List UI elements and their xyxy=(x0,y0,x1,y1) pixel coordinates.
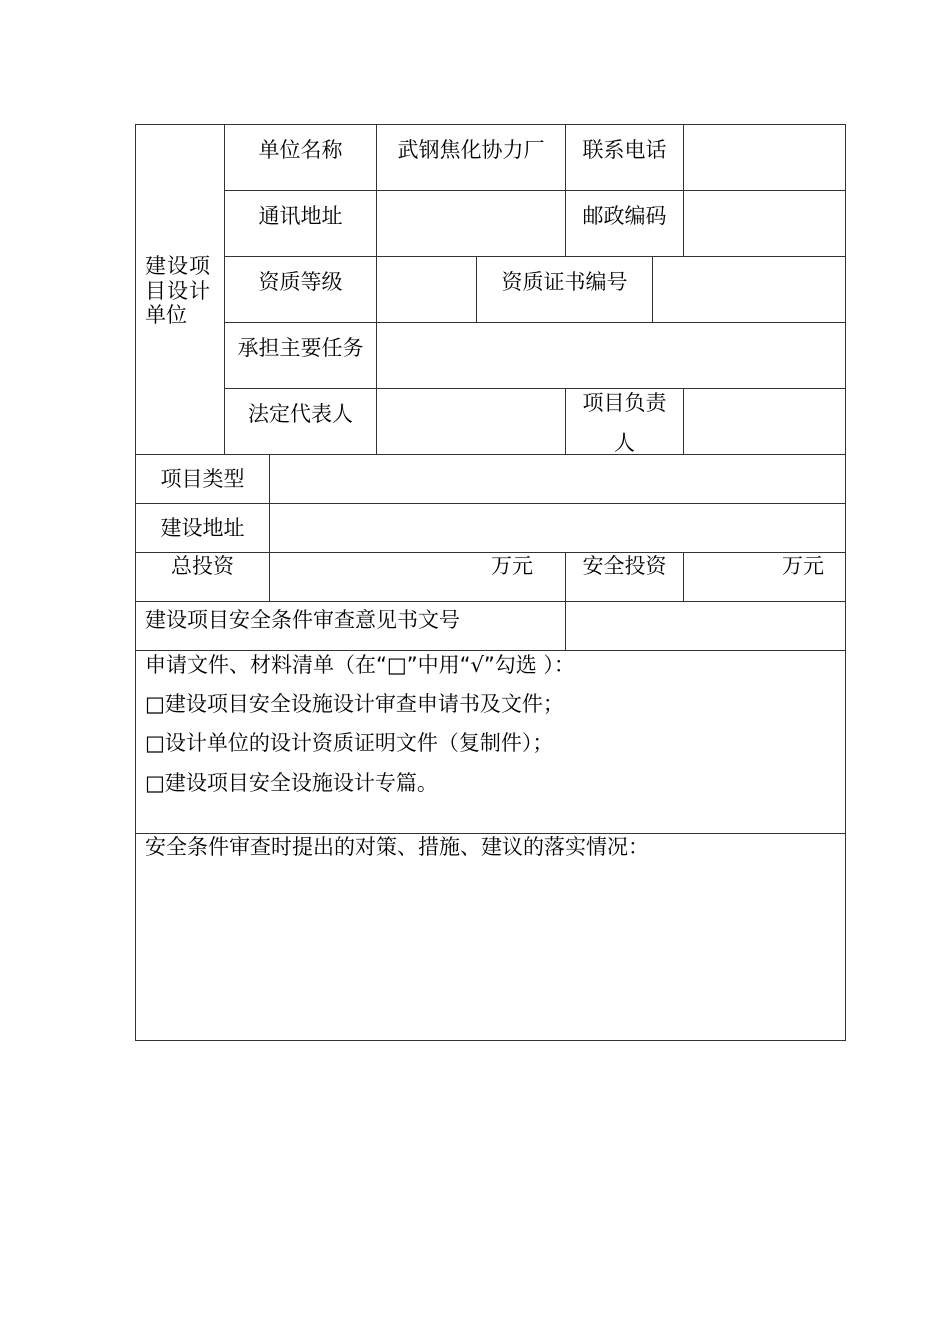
design-unit-group-label-2: 目设计 xyxy=(145,279,211,303)
qualification-level-label: 资质等级 xyxy=(258,270,343,294)
column-divider xyxy=(683,552,684,601)
design-unit-group-label-3: 单位 xyxy=(145,303,187,327)
form-table-border xyxy=(135,124,846,1041)
column-divider xyxy=(652,256,653,322)
total-investment-label: 总投资 xyxy=(171,554,234,578)
materials-item-application: □建设项目安全设施设计审查申请书及文件； xyxy=(145,692,564,716)
opinion-document-number-label: 建设项目安全条件审查意见书文号 xyxy=(145,608,460,632)
unit-name-value: 武钢焦化协力厂 xyxy=(397,138,545,162)
design-unit-group-label-1: 建设项 xyxy=(145,254,211,278)
postcode-label: 邮政编码 xyxy=(582,204,667,228)
legal-representative-label: 法定代表人 xyxy=(248,402,353,426)
row-divider xyxy=(135,601,846,602)
row-divider xyxy=(135,552,846,553)
row-divider xyxy=(135,503,846,504)
row-divider xyxy=(225,388,845,389)
row-divider xyxy=(225,256,845,257)
unit-name-label: 单位名称 xyxy=(258,138,343,162)
row-divider xyxy=(135,833,846,834)
row-divider xyxy=(135,650,846,651)
column-divider xyxy=(683,124,684,256)
certificate-number-label: 资质证书编号 xyxy=(501,270,628,294)
materials-heading: 申请文件、材料清单（在“□”中用“√”勾选 ）： xyxy=(145,653,575,677)
construction-site-label: 建设地址 xyxy=(160,516,245,540)
materials-item-safety-design: □建设项目安全设施设计专篇。 xyxy=(145,771,438,795)
project-type-label: 项目类型 xyxy=(160,467,245,491)
main-tasks-label: 承担主要任务 xyxy=(237,336,364,360)
measures-heading: 安全条件审查时提出的对策、措施、建议的落实情况： xyxy=(145,835,649,859)
address-label: 通讯地址 xyxy=(258,204,343,228)
safety-investment-label: 安全投资 xyxy=(582,554,667,578)
total-investment-unit: 万元 xyxy=(491,554,533,578)
project-lead-label-1: 项目负责 xyxy=(582,391,667,415)
safety-investment-unit: 万元 xyxy=(782,554,824,578)
project-lead-label-2: 人 xyxy=(614,431,635,455)
column-divider xyxy=(683,388,684,454)
materials-item-qualification-proof: □设计单位的设计资质证明文件（复制件）； xyxy=(145,731,554,755)
row-divider xyxy=(225,322,845,323)
column-divider xyxy=(376,124,377,454)
row-divider xyxy=(225,190,845,191)
row-divider xyxy=(135,454,846,455)
phone-label: 联系电话 xyxy=(582,138,667,162)
column-divider xyxy=(269,454,270,601)
